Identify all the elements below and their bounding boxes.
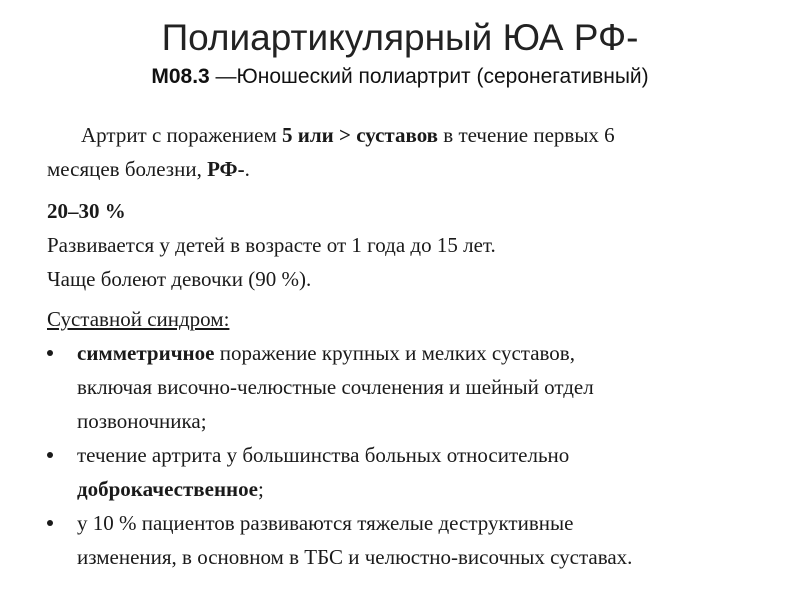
list-item [47,438,787,506]
slide-subtitle [0,62,800,92]
percent-line: 20–30 % [47,199,126,223]
bullet-icon [47,520,53,526]
intro-text: . [244,157,250,181]
bullet-text: ; [257,477,264,501]
gender-line: Чаще болеют девочки (90 %). [47,267,312,291]
bullet-line [77,336,787,370]
bullet-text: позвоночника; [77,409,207,433]
intro-text: в течение первых 6 [438,123,615,147]
intro-line-2 [47,152,787,186]
bullet-icon [47,452,53,458]
diagnosis-name: —Юношеский полиартрит (серонегативный) [209,65,649,88]
spacer [47,186,787,194]
bullet-line [77,472,787,506]
section-heading: Суставной синдром: [47,307,230,331]
intro-line-1 [47,118,787,152]
list-item [47,336,787,438]
diagnosis-code: М08.3 [151,65,210,88]
intro-text: месяцев болезни, [47,157,208,181]
bullet-text: изменения, в основном в ТБС и челюстно-височных суставах. [77,545,633,569]
age-line: Развивается у детей в возрасте от 1 года до 15 лет. [47,233,496,257]
slide-title: Полиартикулярный ЮА РФ- [161,17,639,58]
bullet-emphasis: симметричное [77,341,215,365]
slide-body [47,118,787,574]
intro-joint-count: 5 или > суставов [282,123,439,147]
bullet-icon [47,350,53,356]
bullet-text: течение артрита у большинства больных относительно [77,443,570,467]
bullet-emphasis: доброкачественное [77,477,258,501]
bullet-list [47,336,787,574]
intro-text: Артрит с поражением [81,123,283,147]
bullet-text: у 10 % пациентов развиваются тяжелые деструктивные [77,511,574,535]
intro-rf-status: РФ- [207,157,245,181]
list-item [47,506,787,574]
bullet-text: включая височно-челюстные сочленения и шейный отдел [77,375,594,399]
bullet-text: поражение крупных и мелких суставов, [214,341,575,365]
